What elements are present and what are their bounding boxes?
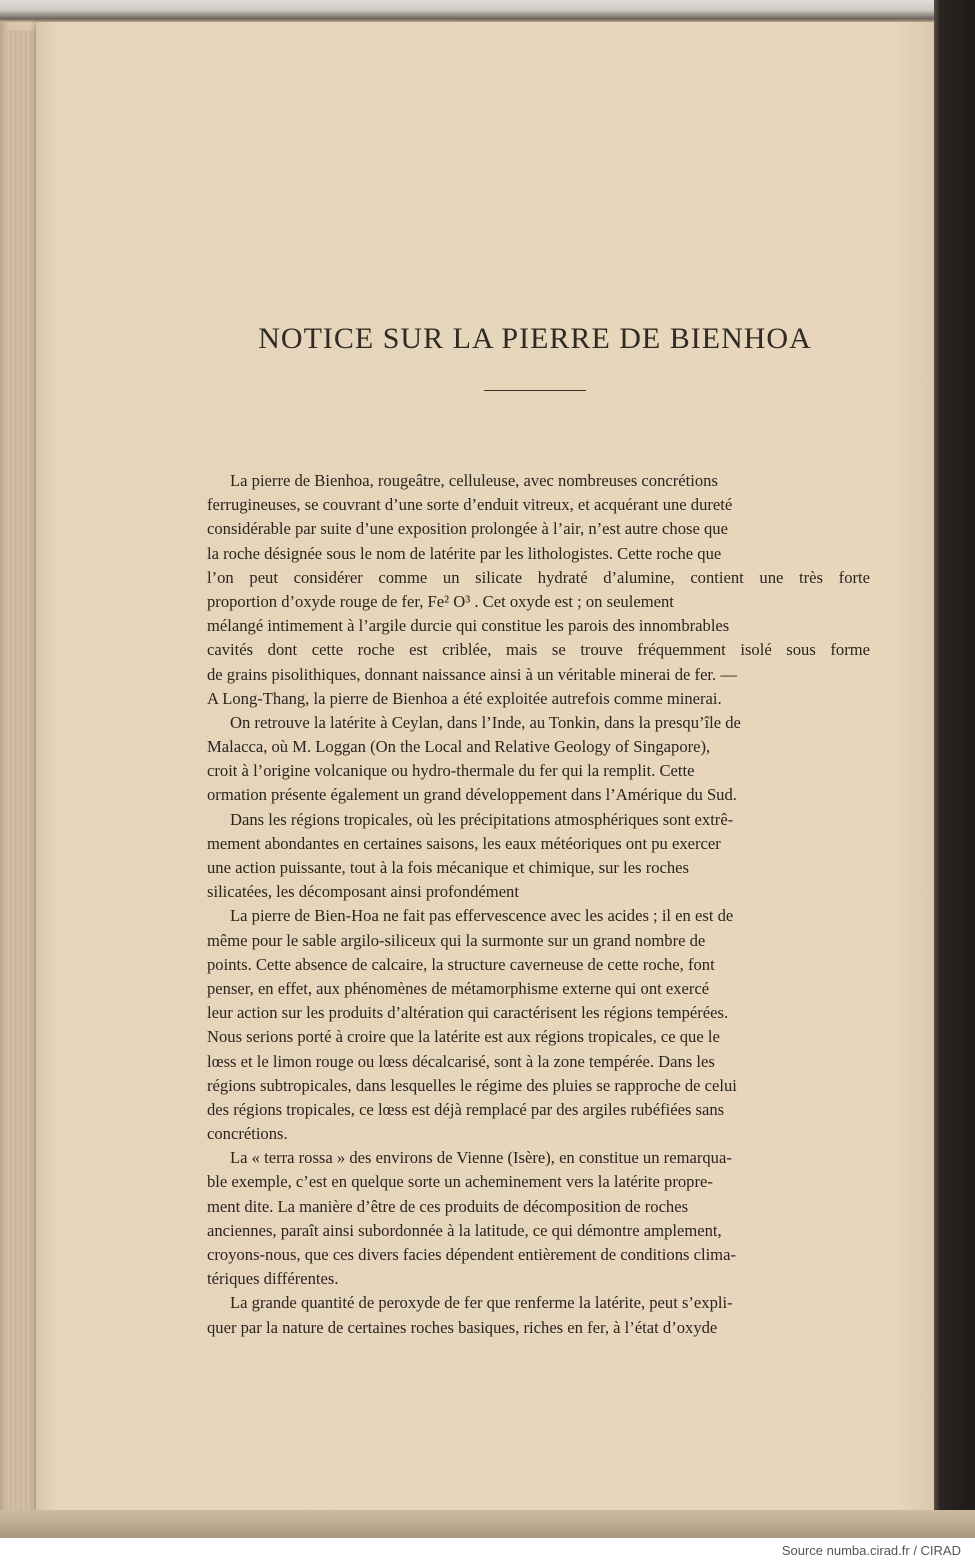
text-line: la roche désignée sous le nom de latérite par les lithologistes. Cette roche que	[207, 543, 722, 563]
text-line: lœss et le limon rouge ou lœss décalcarisé, sont à la zone tempérée. Dans les	[207, 1051, 715, 1071]
text-line: mélangé intimement à l’argile durcie qui constitue les parois des innombrables	[207, 616, 730, 636]
text-line: ormation présente également un grand développement dans l’Amérique du Sud.	[207, 785, 737, 805]
page-edges	[6, 30, 36, 1510]
text-line: points. Cette absence de calcaire, la structure caverneuse de cette roche, font	[207, 954, 715, 974]
text-line: proportion d’oxyde rouge de fer, Fe² O³ . Cet oxyde est ; on seulement	[207, 591, 674, 611]
text-line: ment dite. La manière d’être de ces produits de décomposition de roches	[207, 1196, 689, 1216]
text-line: des régions tropicales, ce lœss est déjà remplacé par des argiles rubéfiées sans	[207, 1099, 725, 1119]
binding-shadow	[934, 0, 975, 1538]
text-line: La pierre de Bienhoa, rougeâtre, celluleuse, avec nombreuses concrétions	[230, 471, 718, 490]
text-line: concrétions.	[207, 1124, 288, 1144]
text-line: silicatées, les décomposant ainsi profondément	[207, 882, 519, 902]
book-bottom-edge	[0, 1510, 975, 1538]
page-title: NOTICE SUR LA PIERRE DE BIENHOA	[258, 322, 812, 355]
text-line: tériques différentes.	[207, 1269, 339, 1289]
text-line: même pour le sable argilo-siliceux qui la surmonte sur un grand nombre de	[207, 930, 706, 950]
text-line: croit à l’origine volcanique ou hydro-thermale du fer qui la remplit. Cette	[207, 761, 695, 781]
text-line: anciennes, paraît ainsi subordonnée à la latitude, ce qui démontre amplement,	[207, 1220, 722, 1240]
text-line: cavités dont cette roche est criblée, mais se trouve fréquemment isolé sous forme	[207, 640, 870, 660]
text-line: régions subtropicales, dans lesquelles le régime des pluies se rapproche de celui	[207, 1075, 737, 1095]
text-line: Dans les régions tropicales, où les précipitations atmosphériques sont extrê-	[230, 809, 734, 829]
text-line: quer par la nature de certaines roches basiques, riches en fer, à l’état d’oxyde	[207, 1317, 718, 1337]
book-top-edge	[0, 0, 935, 22]
text-line: ferrugineuses, se couvrant d’une sorte d’enduit vitreux, et acquérant une dureté	[207, 495, 733, 515]
body-text	[207, 469, 870, 1340]
text-line: croyons-nous, que ces divers facies dépendent entièrement de conditions clima-	[207, 1245, 736, 1264]
text-line: Nous serions porté à croire que la latérite est aux régions tropicales, ce que le	[207, 1027, 720, 1047]
text-line: On retrouve la latérite à Ceylan, dans l’Inde, au Tonkin, dans la presqu’île de	[230, 712, 741, 732]
text-line: A Long-Thang, la pierre de Bienhoa a été exploitée autrefois comme minerai.	[207, 688, 722, 708]
title-rule	[484, 390, 586, 391]
text-line: leur action sur les produits d’altération qui caractérisent les régions tempérées.	[207, 1003, 729, 1023]
text-line: de grains pisolithiques, donnant naissance ainsi à un véritable minerai de fer. —	[207, 664, 737, 684]
text-line: La « terra rossa » des environs de Vienne (Isère), en constitue un remarqua-	[230, 1148, 732, 1168]
text-line: Malacca, où M. Loggan (On the Local and Relative Geology of Singapore),	[207, 737, 711, 757]
text-line: penser, en effet, aux phénomènes de métamorphisme externe qui ont exercé	[207, 978, 710, 998]
text-line: mement abondantes en certaines saisons, les eaux météoriques ont pu exercer	[207, 833, 721, 853]
text-line: une action puissante, tout à la fois mécanique et chimique, sur les roches	[207, 858, 689, 877]
text-line: La pierre de Bien-Hoa ne fait pas effervescence avec les acides ; il en est de	[230, 906, 734, 926]
text-line: considérable par suite d’une exposition prolongée à l’air, n’est autre chose que	[207, 519, 728, 539]
text-line: ble exemple, c’est en quelque sorte un acheminement vers la latérite propre-	[207, 1172, 713, 1192]
source-credit: Source numba.cirad.fr / CIRAD	[781, 1543, 961, 1558]
text-line: l’on peut considérer comme un silicate hydraté d’alumine, contient une très forte	[207, 567, 870, 587]
text-line: La grande quantité de peroxyde de fer que renferme la latérite, peut s’expli-	[230, 1293, 733, 1313]
